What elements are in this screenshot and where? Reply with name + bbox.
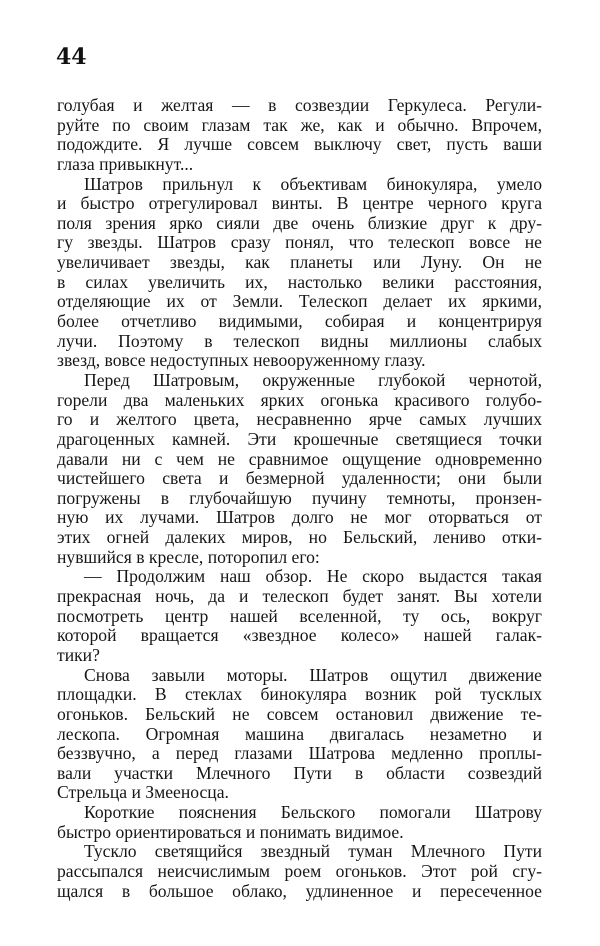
text-line: гу звезды. Шатров сразу понял, что телескоп вовсе не — [57, 232, 542, 253]
text-line: глаза привыкнут... — [57, 153, 194, 174]
text-line: руйте по своим глазам так же, как и обычно. Впрочем, — [57, 114, 542, 135]
text-line: — Продолжим наш обзор. Не скоро выдастся такая — [84, 566, 542, 587]
text-line: погружены в глубочайшую пучину темноты, пронзен- — [57, 487, 542, 508]
text-line: прекрасная ночь, да и телескоп будет занят. Вы хотели — [57, 586, 542, 607]
text-line: давали ни с чем не сравнимое ощущение одновременно — [57, 448, 542, 469]
text-line: Перед Шатровым, окруженные глубокой чернотой, — [84, 369, 542, 390]
text-line: увеличивает звезды, как планеты или Луну. Он не — [57, 252, 542, 273]
text-line: беззвучно, а перед глазами Шатрова медленно проплы- — [57, 743, 542, 764]
text-line: лескопа. Огромная машина двигалась незаметно и — [57, 723, 542, 744]
text-line: и быстро отрегулировал винты. В центре черного круга — [57, 193, 542, 214]
text-line: которой вращается «звездное колесо» нашей галак- — [57, 625, 542, 646]
text-line: звезд, вовсе недоступных невооруженному глазу. — [57, 350, 426, 371]
text-line: рассыпался неисчислимым роем огоньков. Этот рой сгу- — [57, 860, 542, 881]
text-line: голубая и желтая — в созвездии Геркулеса. Регули- — [57, 95, 542, 115]
text-line: горели два маленьких ярких огонька красивого голубо- — [57, 389, 542, 410]
text-line: Короткие пояснения Бельского помогали Шатрову — [84, 802, 542, 823]
text-line: драгоценных камней. Эти крошечные светящиеся точки — [57, 428, 542, 449]
text-line: ную их лучами. Шатров долго не мог оторваться от — [57, 507, 542, 528]
text-line: отделяющие их от Земли. Телескоп делает их яркими, — [57, 291, 542, 312]
text-line: Тускло светящийся звездный туман Млечного Пути — [84, 841, 542, 862]
text-line: Снова завыли моторы. Шатров ощутил движение — [84, 664, 542, 685]
text-line: площадки. В стеклах бинокуляра возник рой тусклых — [57, 684, 542, 705]
paragraph — [57, 96, 542, 175]
text-line: лучи. Поэтому в телескоп видны миллионы слабых — [57, 330, 542, 351]
text-line: посмотреть центр нашей вселенной, ту ось, вокруг — [57, 605, 542, 626]
text-line: в силах увеличить их, настолько велики расстояния, — [57, 271, 542, 292]
text-line: Шатров прильнул к объективам бинокуляра, умело — [84, 173, 542, 194]
paragraph — [57, 567, 542, 665]
text-line: Стрельца и Змееносца. — [57, 782, 229, 803]
paragraph — [57, 666, 542, 803]
text-line: быстро ориентироваться и понимать видимое. — [57, 821, 404, 842]
paragraph — [57, 175, 542, 371]
text-line: вали участки Млечного Пути в области созвездий — [57, 762, 542, 783]
text-line: нувшийся в кресле, поторопил его: — [57, 546, 320, 567]
paragraph — [57, 371, 542, 567]
text-line: чистейшего света и безмерной удаленности; они были — [57, 468, 542, 489]
paragraph — [57, 803, 542, 842]
text-line: подождите. Я лучше совсем выключу свет, пусть ваши — [57, 134, 542, 155]
page-number: 44 — [56, 44, 87, 70]
body-text — [57, 96, 542, 901]
text-line: огоньков. Бельский не совсем остановил движение те- — [57, 703, 542, 724]
text-line: этих огней далеких миров, но Бельский, лениво отки- — [57, 527, 542, 548]
text-line: поля зрения ярко сияли две очень близкие друг к дру- — [57, 212, 542, 233]
text-line: более отчетливо видимыми, собирая и концентрируя — [57, 311, 542, 332]
text-line: го и желтого цвета, несравненно ярче самых лучших — [57, 409, 542, 430]
text-line: щался в большое облако, удлиненное и пересеченное — [57, 880, 542, 901]
text-line: тики? — [57, 644, 100, 665]
paragraph — [57, 842, 542, 901]
